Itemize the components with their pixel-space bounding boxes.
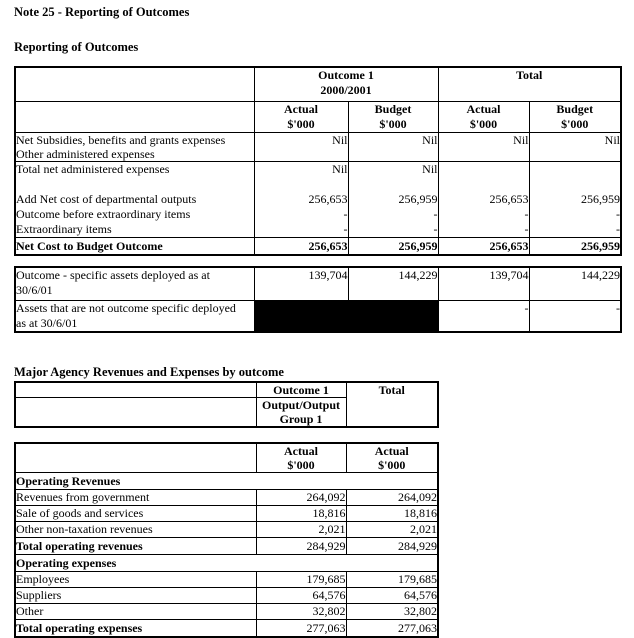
cell-value: Nil (422, 133, 438, 147)
cell-value: Nil (604, 133, 621, 147)
table-row (15, 506, 438, 522)
cell-value: - (616, 222, 621, 236)
row-label: Add Net cost of departmental outputs (16, 192, 197, 206)
value-cell (529, 162, 621, 238)
empty-corner-cell (15, 67, 254, 102)
total-group-header (438, 67, 621, 102)
departmental-outputs-block (15, 162, 621, 238)
administered-expenses-row (15, 133, 621, 162)
row-label: Other (15, 604, 256, 620)
column-header-label: Budget (556, 102, 594, 116)
operating-expenses-section-row (15, 555, 438, 572)
table-row (15, 522, 438, 538)
table-row (15, 490, 438, 506)
blank-line (16, 177, 254, 192)
cell-value: - (433, 207, 438, 221)
actual-column-header (438, 102, 529, 133)
column-header-row (15, 443, 438, 473)
row-label: 30/6/01 (16, 283, 53, 297)
total-row-label: Total operating expenses (15, 620, 256, 638)
row-label: Total net administered expenses (16, 162, 170, 176)
column-unit-label: $'000 (378, 458, 406, 472)
cell-value: - (343, 207, 348, 221)
section-heading: Operating expenses (15, 555, 438, 572)
net-cost-total-row (15, 238, 621, 256)
value-cell: 18,816 (346, 506, 438, 522)
column-unit-label: $'000 (469, 117, 498, 131)
value-cell: 2,021 (256, 522, 346, 538)
row-label: Outcome before extraordinary items (16, 207, 191, 221)
total-value: 284,929 (256, 538, 346, 555)
value-cell: 18,816 (256, 506, 346, 522)
total-value: 256,959 (348, 238, 438, 256)
column-unit-label: $'000 (287, 117, 315, 131)
total-label: Total (378, 383, 405, 397)
note-title: Note 25 - Reporting of Outcomes (14, 5, 190, 19)
outcome1-label: Outcome 1 (318, 68, 374, 82)
column-header-label: Actual (284, 102, 318, 116)
outcome-header-row (15, 382, 438, 398)
row-label: Suppliers (15, 588, 256, 604)
row-label-cell (15, 267, 254, 301)
empty-header-cell (15, 382, 256, 398)
column-header-label: Actual (284, 444, 318, 458)
outcome1-label: Outcome 1 (273, 383, 329, 397)
assets-deployed-table (14, 266, 622, 333)
total-operating-revenues-row (15, 538, 438, 555)
budget-column-header (529, 102, 621, 133)
total-value: 256,959 (529, 238, 621, 256)
row-label: Employees (15, 572, 256, 588)
column-header-label: Budget (374, 102, 412, 116)
cell-value: 256,653 (308, 192, 348, 206)
value-cell (348, 133, 438, 162)
value-cell: 144,229 (529, 267, 621, 301)
table-row (15, 572, 438, 588)
blank-line (349, 177, 438, 192)
value-cell: 64,576 (256, 588, 346, 604)
value-cell: 64,576 (346, 588, 438, 604)
value-cell (438, 162, 529, 238)
table-row (15, 604, 438, 620)
table-row (15, 588, 438, 604)
column-unit-label: $'000 (379, 117, 407, 131)
row-label: Net Subsidies, benefits and grants expenses (16, 133, 226, 147)
value-cell: 144,229 (348, 267, 438, 301)
actual-column-header (346, 443, 438, 473)
reporting-of-outcomes-heading: Reporting of Outcomes (14, 40, 139, 54)
blank-line (439, 162, 529, 177)
column-unit-label: $'000 (561, 117, 589, 131)
row-label-cell (15, 162, 254, 238)
column-unit-label: $'000 (287, 458, 315, 472)
revenues-expenses-table (14, 442, 439, 638)
row-label: Outcome - specific assets deployed as at (16, 268, 210, 282)
blank-line (530, 162, 621, 177)
non-outcome-specific-assets-row (15, 301, 621, 333)
output-group-label: Group 1 (279, 412, 323, 426)
cell-value: Nil (422, 162, 438, 176)
total-value: 277,063 (256, 620, 346, 638)
value-cell: 264,092 (346, 490, 438, 506)
row-label: Assets that are not outcome specific deployed (16, 301, 236, 315)
empty-header-cell (15, 102, 254, 133)
value-cell: 179,685 (256, 572, 346, 588)
row-label-cell (15, 301, 254, 333)
cell-value: 256,959 (398, 192, 438, 206)
redaction-box (254, 301, 438, 333)
actual-column-header (256, 443, 346, 473)
value-cell (438, 133, 529, 162)
output-group-label: Output/Output (261, 398, 341, 412)
value-cell: 179,685 (346, 572, 438, 588)
outcome1-header (256, 382, 346, 398)
value-cell: 32,802 (256, 604, 346, 620)
blank-line (439, 177, 529, 192)
row-label: Other non-taxation revenues (15, 522, 256, 538)
outcome1-year-label: 2000/2001 (320, 83, 372, 97)
value-cell: 139,704 (438, 267, 529, 301)
budget-column-header (348, 102, 438, 133)
outcome-specific-assets-row (15, 267, 621, 301)
cell-value: - (433, 222, 438, 236)
total-operating-expenses-row (15, 620, 438, 638)
value-cell (529, 133, 621, 162)
blank-line (530, 177, 621, 192)
row-label-cell (15, 133, 254, 162)
cell-value: Nil (332, 133, 348, 147)
total-row-label: Total operating revenues (15, 538, 256, 555)
cell-value: Nil (513, 133, 529, 147)
cell-value: Nil (332, 162, 348, 176)
outcomes-budget-table (14, 66, 622, 256)
cell-value: - (524, 222, 529, 236)
value-cell (254, 133, 348, 162)
operating-revenues-section-row (15, 473, 438, 490)
value-cell (348, 162, 438, 238)
actual-column-header (254, 102, 348, 133)
section-heading: Operating Revenues (15, 473, 438, 490)
total-value: 277,063 (346, 620, 438, 638)
total-value: 284,929 (346, 538, 438, 555)
row-label: as at 30/6/01 (16, 316, 78, 330)
value-cell: 264,092 (256, 490, 346, 506)
revenues-header-table (14, 381, 439, 428)
column-header-label: Actual (374, 444, 409, 458)
value-cell: - (438, 301, 529, 333)
value-cell: 2,021 (346, 522, 438, 538)
value-cell: 32,802 (346, 604, 438, 620)
total-header (346, 382, 438, 427)
total-value: 256,653 (254, 238, 348, 256)
outcome1-group-header (254, 67, 438, 102)
blank-line (255, 177, 348, 192)
column-header-row (15, 102, 621, 133)
row-label: Other administered expenses (16, 147, 155, 161)
group-header-row (15, 67, 621, 102)
total-value: 256,653 (438, 238, 529, 256)
total-label: Total (516, 68, 543, 82)
total-row-label: Net Cost to Budget Outcome (15, 238, 254, 256)
column-header-label: Actual (466, 102, 501, 116)
cell-value: - (524, 207, 529, 221)
cell-value: 256,959 (581, 192, 621, 206)
value-cell (254, 162, 348, 238)
cell-value: - (343, 222, 348, 236)
output-group-header (256, 398, 346, 428)
value-cell: - (529, 301, 621, 333)
row-label: Sale of goods and services (15, 506, 256, 522)
major-agency-revenues-heading: Major Agency Revenues and Expenses by outcome (14, 365, 284, 379)
cell-value: - (616, 207, 621, 221)
empty-header-cell (15, 443, 256, 473)
value-cell: 139,704 (254, 267, 348, 301)
cell-value: 256,653 (489, 192, 529, 206)
row-label: Revenues from government (15, 490, 256, 506)
empty-header-cell (15, 398, 256, 428)
row-label: Extraordinary items (16, 222, 112, 236)
